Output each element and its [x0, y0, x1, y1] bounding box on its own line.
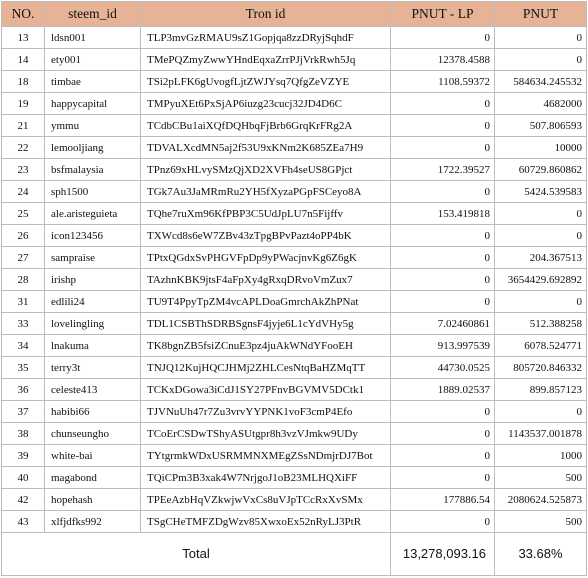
- cell-steem-id: terry3t: [45, 357, 141, 379]
- cell-tron-id: TNJQ12KujHQCJHMj2ZHLCesNtqBaHZMqTT: [141, 357, 391, 379]
- cell-pnut: 6078.524771: [495, 335, 587, 357]
- table-row: [2, 489, 587, 511]
- table-row: [2, 93, 587, 115]
- cell-no: 28: [2, 269, 45, 291]
- cell-pnut: 204.367513: [495, 247, 587, 269]
- cell-pnut: 60729.860862: [495, 159, 587, 181]
- cell-pnut-lp: 1108.59372: [391, 71, 495, 93]
- cell-steem-id: icon123456: [45, 225, 141, 247]
- table-container: [1, 1, 587, 576]
- table-row: [2, 467, 587, 489]
- cell-steem-id: hopehash: [45, 489, 141, 511]
- header-no: NO.: [2, 2, 45, 27]
- cell-pnut-lp: 913.997539: [391, 335, 495, 357]
- cell-pnut-lp: 0: [391, 269, 495, 291]
- table-row: [2, 49, 587, 71]
- header-tron-id: Tron id: [141, 2, 391, 27]
- total-label: Total: [2, 533, 391, 576]
- cell-steem-id: sph1500: [45, 181, 141, 203]
- cell-pnut-lp: 0: [391, 401, 495, 423]
- cell-pnut: 1143537.001878: [495, 423, 587, 445]
- table-row: [2, 335, 587, 357]
- cell-tron-id: TPtxQGdxSvPHGVFpDp9yPWacjnvKg6Z6gK: [141, 247, 391, 269]
- cell-no: 18: [2, 71, 45, 93]
- cell-tron-id: TQhe7ruXm96KfPBP3C5UdJpLU7n5Fijffv: [141, 203, 391, 225]
- cell-no: 25: [2, 203, 45, 225]
- cell-no: 21: [2, 115, 45, 137]
- cell-tron-id: TCKxDGowa3iCdJ1SY27PFnvBGVMV5DCtk1: [141, 379, 391, 401]
- cell-pnut: 0: [495, 27, 587, 49]
- cell-steem-id: bsfmalaysia: [45, 159, 141, 181]
- cell-tron-id: TXWcd8s6eW7ZBv43zTpgBPvPazt4oPP4bK: [141, 225, 391, 247]
- cell-steem-id: habibi66: [45, 401, 141, 423]
- cell-steem-id: white-bai: [45, 445, 141, 467]
- cell-steem-id: ety001: [45, 49, 141, 71]
- cell-steem-id: timbae: [45, 71, 141, 93]
- total-pnut: 33.68%: [495, 533, 587, 576]
- cell-steem-id: magabond: [45, 467, 141, 489]
- cell-tron-id: TMPyuXEt6PxSjAP6iuzg23cucj32JD4D6C: [141, 93, 391, 115]
- table-row: [2, 181, 587, 203]
- cell-steem-id: lnakuma: [45, 335, 141, 357]
- table-row: [2, 247, 587, 269]
- cell-tron-id: TDVALXcdMN5aj2f53U9xKNm2K685ZEa7H9: [141, 137, 391, 159]
- cell-no: 34: [2, 335, 45, 357]
- cell-tron-id: TCdbCBu1aiXQfDQHbqFjBrb6GrqKrFRg2A: [141, 115, 391, 137]
- table-row: [2, 71, 587, 93]
- cell-no: 19: [2, 93, 45, 115]
- cell-no: 24: [2, 181, 45, 203]
- cell-pnut: 805720.846332: [495, 357, 587, 379]
- cell-no: 13: [2, 27, 45, 49]
- cell-pnut: 4682000: [495, 93, 587, 115]
- cell-no: 35: [2, 357, 45, 379]
- cell-pnut: 0: [495, 203, 587, 225]
- cell-no: 42: [2, 489, 45, 511]
- cell-no: 37: [2, 401, 45, 423]
- cell-no: 22: [2, 137, 45, 159]
- cell-tron-id: TPnz69xHLvySMzQjXD2XVFh4seUS8GPjct: [141, 159, 391, 181]
- table-row: [2, 225, 587, 247]
- cell-pnut: 5424.539583: [495, 181, 587, 203]
- cell-steem-id: celeste413: [45, 379, 141, 401]
- cell-pnut-lp: 12378.4588: [391, 49, 495, 71]
- cell-pnut: 0: [495, 291, 587, 313]
- table-row: [2, 445, 587, 467]
- cell-steem-id: irishp: [45, 269, 141, 291]
- cell-pnut-lp: 0: [391, 115, 495, 137]
- cell-pnut-lp: 0: [391, 27, 495, 49]
- cell-steem-id: lemooljiang: [45, 137, 141, 159]
- cell-pnut: 584634.245532: [495, 71, 587, 93]
- pnut-distribution-table: [1, 1, 587, 576]
- cell-tron-id: TCoErCSDwTShyASUtgpr8h3vzVJmkw9UDy: [141, 423, 391, 445]
- cell-pnut: 2080624.525873: [495, 489, 587, 511]
- cell-tron-id: TDL1CSBThSDRBSgnsF4jyje6L1cYdVHy5g: [141, 313, 391, 335]
- table-row: [2, 115, 587, 137]
- table-row: [2, 313, 587, 335]
- header-steem-id: steem_id: [45, 2, 141, 27]
- cell-tron-id: TK8bgnZB5fsiZCnuE3pz4juAkWNdYFooEH: [141, 335, 391, 357]
- cell-pnut-lp: 0: [391, 423, 495, 445]
- cell-tron-id: TJVNuUh47r7Zu3vrvYYPNK1voF3cmP4Efo: [141, 401, 391, 423]
- cell-tron-id: TSi2pLFK6gUvogfLjtZWJYsq7QfgZeVZYE: [141, 71, 391, 93]
- cell-pnut: 10000: [495, 137, 587, 159]
- cell-no: 27: [2, 247, 45, 269]
- cell-pnut-lp: 0: [391, 511, 495, 533]
- cell-steem-id: ldsn001: [45, 27, 141, 49]
- cell-tron-id: TGk7Au3JaMRmRu2YH5fXyzaPGpFSCeyo8A: [141, 181, 391, 203]
- cell-tron-id: TPEeAzbHqVZkwjwVxCs8uVJpTCcRxXvSMx: [141, 489, 391, 511]
- cell-steem-id: xlfjdfks992: [45, 511, 141, 533]
- cell-pnut: 0: [495, 49, 587, 71]
- cell-steem-id: chunseungho: [45, 423, 141, 445]
- cell-pnut: 1000: [495, 445, 587, 467]
- cell-pnut: 899.857123: [495, 379, 587, 401]
- header-pnut-lp: PNUT - LP: [391, 2, 495, 27]
- header-row: [2, 2, 587, 27]
- cell-pnut: 512.388258: [495, 313, 587, 335]
- cell-pnut-lp: 0: [391, 467, 495, 489]
- cell-pnut-lp: 0: [391, 93, 495, 115]
- table-row: [2, 401, 587, 423]
- cell-no: 39: [2, 445, 45, 467]
- cell-pnut-lp: 153.419818: [391, 203, 495, 225]
- table-row: [2, 511, 587, 533]
- table-row: [2, 269, 587, 291]
- cell-no: 43: [2, 511, 45, 533]
- cell-tron-id: TYtgrmkWDxUSRMMNXMEgZSsNDmjrDJ7Bot: [141, 445, 391, 467]
- cell-no: 33: [2, 313, 45, 335]
- cell-pnut-lp: 177886.54: [391, 489, 495, 511]
- cell-tron-id: TLP3mvGzRMAU9sZ1Gopjqa8zzDRyjSqhdF: [141, 27, 391, 49]
- cell-tron-id: TQiCPm3B3xak4W7NrjgoJ1oB23MLHQXiFF: [141, 467, 391, 489]
- cell-pnut-lp: 7.02460861: [391, 313, 495, 335]
- table-row: [2, 27, 587, 49]
- table-row: [2, 291, 587, 313]
- cell-pnut: 507.806593: [495, 115, 587, 137]
- cell-pnut-lp: 0: [391, 181, 495, 203]
- cell-pnut-lp: 0: [391, 137, 495, 159]
- cell-no: 31: [2, 291, 45, 313]
- cell-tron-id: TSgCHeTMFZDgWzv85XwxoEx52nRyLJ3PtR: [141, 511, 391, 533]
- cell-tron-id: TU9T4PpyTpZM4vcAPLDoaGmrchAkZhPNat: [141, 291, 391, 313]
- cell-tron-id: TAzhnKBK9jtsF4aFpXy4gRxqDRvoVmZux7: [141, 269, 391, 291]
- cell-pnut-lp: 0: [391, 247, 495, 269]
- table-row: [2, 423, 587, 445]
- cell-steem-id: ale.aristeguieta: [45, 203, 141, 225]
- cell-no: 26: [2, 225, 45, 247]
- cell-pnut: 500: [495, 511, 587, 533]
- cell-steem-id: edlili24: [45, 291, 141, 313]
- cell-pnut: 500: [495, 467, 587, 489]
- cell-no: 36: [2, 379, 45, 401]
- table-body: [2, 27, 587, 576]
- cell-no: 38: [2, 423, 45, 445]
- header-pnut: PNUT: [495, 2, 587, 27]
- cell-pnut-lp: 0: [391, 291, 495, 313]
- cell-no: 14: [2, 49, 45, 71]
- cell-no: 40: [2, 467, 45, 489]
- table-row: [2, 137, 587, 159]
- cell-pnut-lp: 1889.02537: [391, 379, 495, 401]
- total-pnut-lp: 13,278,093.16: [391, 533, 495, 576]
- cell-pnut-lp: 0: [391, 445, 495, 467]
- cell-steem-id: lovelingling: [45, 313, 141, 335]
- table-row: [2, 159, 587, 181]
- cell-pnut: 3654429.692892: [495, 269, 587, 291]
- cell-pnut-lp: 0: [391, 225, 495, 247]
- cell-steem-id: happycapital: [45, 93, 141, 115]
- cell-pnut-lp: 1722.39527: [391, 159, 495, 181]
- cell-tron-id: TMePQZmyZwwYHndEqxaZrrPJjVrkRwh5Jq: [141, 49, 391, 71]
- cell-pnut-lp: 44730.0525: [391, 357, 495, 379]
- cell-steem-id: ymmu: [45, 115, 141, 137]
- table-row: [2, 379, 587, 401]
- cell-no: 23: [2, 159, 45, 181]
- total-row: [2, 533, 587, 576]
- cell-pnut: 0: [495, 225, 587, 247]
- cell-steem-id: sampraise: [45, 247, 141, 269]
- cell-pnut: 0: [495, 401, 587, 423]
- table-row: [2, 357, 587, 379]
- table-row: [2, 203, 587, 225]
